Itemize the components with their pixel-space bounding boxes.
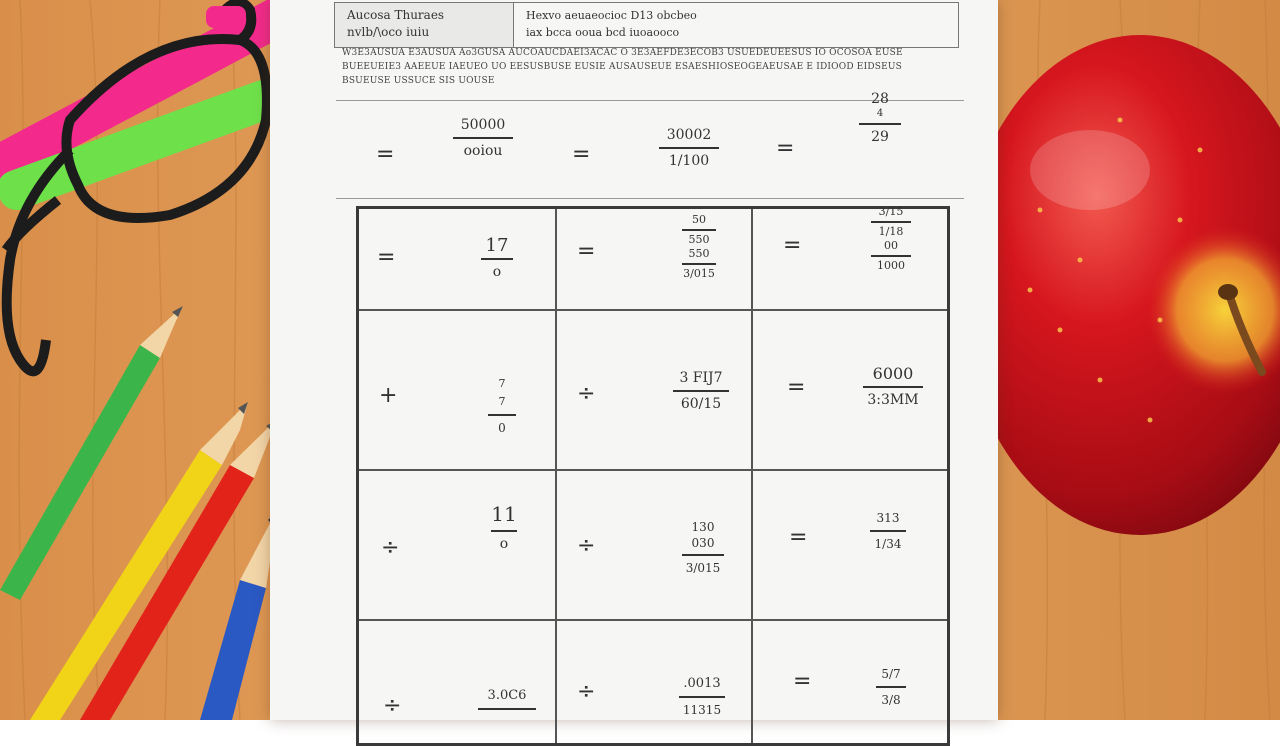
problem-10-fraction — [475, 687, 539, 713]
example-bottom-divider — [336, 198, 964, 199]
grid-line — [359, 469, 947, 471]
example-3-numerator: 28 — [871, 91, 889, 107]
problem-10-operator: ÷ — [383, 693, 402, 718]
fraction-bar — [488, 414, 516, 416]
problem-8-operator: ÷ — [577, 533, 596, 558]
problem-3-middle: 1/18 — [878, 225, 904, 238]
problem-1-numerator: 17 — [485, 235, 509, 256]
problem-3-fraction — [867, 205, 915, 273]
problem-8-middle: 030 — [691, 536, 715, 550]
problem-7-denominator: o — [499, 536, 509, 552]
problem-7-operator: ÷ — [381, 535, 400, 560]
problem-10-numerator: 3.0C6 — [487, 688, 527, 703]
fraction-bar — [876, 686, 906, 688]
fraction-bar — [659, 147, 719, 149]
grid-line — [555, 209, 557, 743]
problem-1-operator: = — [377, 245, 396, 270]
problem-5-operator: ÷ — [577, 381, 596, 406]
worksheet-title-line-2: nvlb/\oco iuiu — [347, 25, 430, 39]
problem-3-operator: = — [783, 233, 802, 258]
example-1-numerator: 50000 — [460, 117, 506, 133]
fraction-bar — [871, 255, 911, 257]
grid-line — [751, 209, 753, 743]
problem-2-middle-2: 550 — [688, 247, 710, 260]
problem-6-denominator: 3:3MM — [867, 392, 919, 408]
problem-12-fraction — [871, 665, 911, 709]
example-3-fraction — [858, 90, 902, 146]
fraction-bar — [682, 554, 724, 556]
problem-1-fraction — [475, 237, 519, 281]
worksheet-title-box — [334, 2, 514, 48]
problem-9-denominator: 1/34 — [874, 537, 902, 551]
problem-12-numerator: 5/7 — [881, 667, 901, 681]
problem-5-denominator: 60/15 — [680, 396, 722, 412]
problem-8-fraction — [681, 519, 725, 577]
pink-highlighter-cap — [206, 6, 246, 28]
fraction-bar — [859, 123, 901, 125]
problem-4-operator: + — [379, 383, 398, 408]
example-1-denominator: ooiou — [463, 143, 503, 159]
grid-line — [359, 619, 947, 621]
problem-3-middle-2: 00 — [884, 239, 898, 252]
problem-6-numerator: 6000 — [872, 364, 914, 383]
problem-2-denominator: 3/015 — [683, 267, 715, 280]
example-1-operator: = — [376, 142, 395, 167]
fraction-bar — [870, 530, 906, 532]
problem-9-fraction — [867, 509, 909, 553]
fraction-bar — [871, 221, 911, 223]
problem-8-denominator: 3/015 — [685, 561, 721, 575]
problem-9-numerator: 313 — [876, 511, 900, 525]
problem-3-numerator: 3/15 — [878, 205, 904, 218]
problem-11-numerator: .0013 — [683, 676, 721, 691]
example-2-numerator: 30002 — [666, 127, 712, 143]
fraction-bar — [481, 258, 513, 260]
math-worksheet — [270, 0, 998, 720]
problem-6-fraction — [861, 365, 925, 409]
fraction-bar — [478, 708, 536, 710]
worksheet-info-box — [513, 2, 959, 48]
problem-11-operator: ÷ — [577, 679, 596, 704]
instruction-line-2: BUEEUEIE3 AAEEUE IAEUEO UO EESUSBUSE EUSIE AUSAUSEUE ESAESHIOSEOGEAEUSAE E IDIOOD EIDSEUS — [342, 62, 903, 72]
problem-7-numerator: 11 — [491, 502, 517, 526]
worksheet-info-line-1: Hexvo aeuaeocioc D13 obcbeo — [526, 9, 697, 22]
problem-6-operator: = — [787, 375, 806, 400]
example-3-middle: 4 — [876, 108, 884, 119]
example-3-denominator: 29 — [871, 129, 889, 145]
grid-line — [359, 309, 947, 311]
problem-12-operator: = — [793, 669, 812, 694]
fraction-bar — [673, 390, 729, 392]
fraction-bar — [682, 229, 716, 231]
problem-5-fraction — [671, 369, 731, 413]
problem-9-operator: = — [789, 525, 808, 550]
problem-2-middle: 550 — [688, 233, 710, 246]
problem-2-fraction — [677, 213, 721, 281]
instruction-line-3: BSUEUSE USSUCE SIS UOUSE — [342, 76, 495, 86]
example-1-fraction — [448, 116, 518, 160]
problem-8-numerator: 130 — [691, 520, 715, 534]
problem-4-middle: 7 — [498, 395, 506, 408]
problem-4-numerator: 7 — [498, 377, 506, 390]
problem-4-fraction — [487, 375, 517, 437]
problem-7-fraction — [489, 501, 519, 553]
fraction-bar — [863, 386, 923, 388]
problem-11-denominator: 11315 — [682, 703, 722, 717]
example-3-operator: = — [776, 136, 795, 161]
problem-5-numerator: 3 FIJ7 — [679, 370, 723, 386]
instruction-line-1: W3E3AUSUA E3AUSUA Ao3GUSA AUCOAUCDAEI3ACAC O 3E3AEFDE3ECOB3 USUEDEUEESUS IO OCOSOA EUSE — [342, 48, 903, 58]
problem-1-denominator: o — [492, 264, 502, 280]
problem-2-numerator: 50 — [692, 213, 706, 226]
problem-2-operator: = — [577, 239, 596, 264]
fraction-bar — [453, 137, 513, 139]
fraction-bar — [491, 530, 517, 532]
worksheet-instructions — [342, 46, 962, 88]
problem-3-denominator: 1000 — [877, 259, 905, 272]
problem-4-denominator: 0 — [498, 421, 506, 435]
example-2-fraction — [656, 126, 722, 170]
fraction-bar — [682, 263, 716, 265]
fraction-bar — [679, 696, 725, 698]
worksheet-info-line-2: iax bcca ooua bcd iuoaooco — [526, 26, 680, 39]
problem-11-fraction — [677, 675, 727, 719]
example-2-denominator: 1/100 — [668, 153, 710, 169]
example-2-operator: = — [572, 142, 591, 167]
worksheet-title-line-1: Aucosa Thuraes — [347, 8, 445, 22]
problem-12-denominator: 3/8 — [881, 693, 901, 707]
problem-grid — [356, 206, 950, 746]
